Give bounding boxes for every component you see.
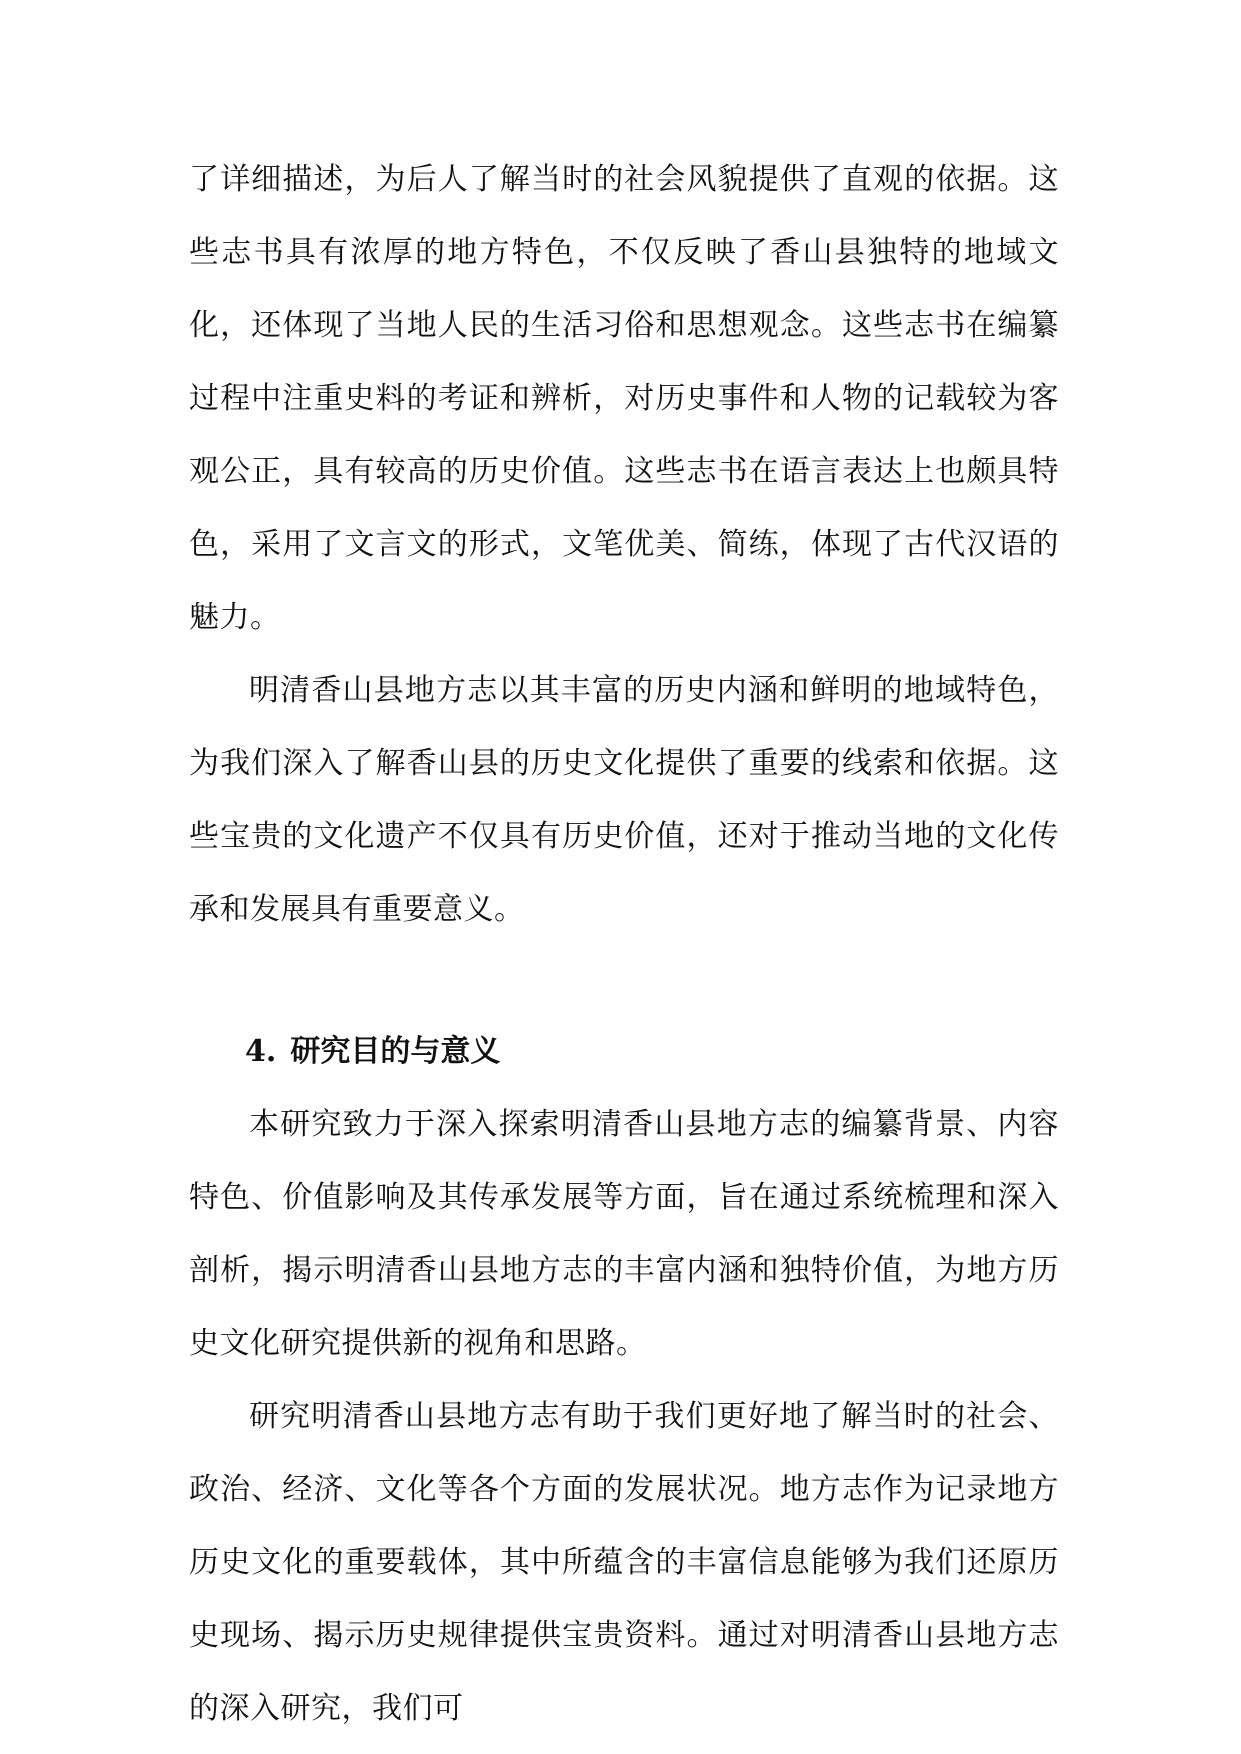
- paragraph-continued: 了详细描述，为后人了解当时的社会风貌提供了直观的依据。这些志书具有浓厚的地方特色，不仅反映了香山县独特的地域文化，还体现了当地人民的生活习俗和思想观念。这些志书在编纂过程中注重史料的考证和辨析，对历史事件和人物的记载较为客观公正，具有较高的历史价值。这些志书在语言表达上也颇具特色，采用了文言文的形式，文笔优美、简练，体现了古代汉语的魅力。: [189, 162, 1059, 635]
- paragraph: 明清香山县地方志以其丰富的历史内涵和鲜明的地域特色，为我们深入了解香山县的历史文化提供了重要的线索和依据。这些宝贵的文化遗产不仅具有历史价值，还对于推动当地的文化传承和发展具有重要意义。: [189, 673, 1059, 927]
- section-heading: [189, 1015, 1059, 1088]
- paragraph: 研究明清香山县地方志有助于我们更好地了解当时的社会、政治、经济、文化等各个方面的发展状况。地方志作为记录地方历史文化的重要载体，其中所蕴含的丰富信息能够为我们还原历史现场、揭示历史规律提供宝贵资料。通过对明清香山县地方志的深入研究，我们可: [189, 1399, 1059, 1726]
- section-title: 研究目的与意义: [290, 1034, 501, 1069]
- section-number: 4.: [245, 1034, 277, 1069]
- document-body: [189, 143, 1059, 1745]
- paragraph: 本研究致力于深入探索明清香山县地方志的编纂背景、内容特色、价值影响及其传承发展等方面，旨在通过系统梳理和深入剖析，揭示明清香山县地方志的丰富内涵和独特价值，为地方历史文化研究提供新的视角和思路。: [189, 1107, 1059, 1361]
